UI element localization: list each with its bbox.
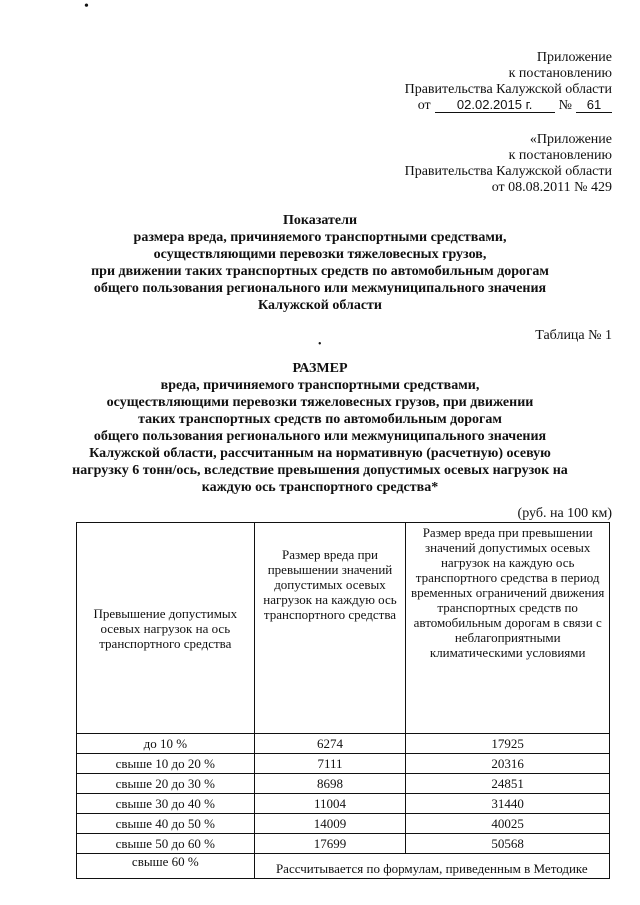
appendix-block-original — [405, 132, 612, 196]
heading-line: осуществляющими перевозки тяжеловесных грузов, — [153, 247, 487, 262]
heading-line: вреда, причиняемого транспортными средствами, — [160, 378, 480, 393]
heading-line: Калужской области — [258, 298, 382, 313]
row-label: свыше 60 % — [77, 854, 255, 879]
units-label: (руб. на 100 км) — [517, 506, 612, 521]
row-label: свыше 20 до 30 % — [77, 774, 255, 794]
heading-line: Калужской области, рассчитанным на нормативную (расчетную) осевую — [89, 446, 551, 461]
appendix-line: от 08.08.2011 № 429 — [491, 180, 612, 195]
table-row — [77, 734, 610, 754]
appendix-line: к постановлению — [508, 66, 612, 81]
heading-line: Показатели — [282, 213, 358, 228]
row-value-seasonal: 40025 — [406, 814, 610, 834]
row-value-seasonal: 17925 — [406, 734, 610, 754]
appendix-line: к постановлению — [508, 148, 612, 163]
table-row-last — [77, 854, 610, 879]
header-cell-overload: Превышение допустимых осевых нагрузок на ось транспортного средства — [77, 523, 255, 734]
table-row — [77, 754, 610, 774]
date-prefix: от — [417, 98, 431, 113]
heading-line: каждую ось транспортного средства* — [201, 480, 439, 495]
table-number: Таблица № 1 — [535, 328, 612, 343]
appendix-block-current — [405, 50, 612, 114]
number-prefix: № — [558, 98, 572, 113]
row-value-seasonal: 24851 — [406, 774, 610, 794]
row-label: свыше 50 до 60 % — [77, 834, 255, 854]
row-value: 8698 — [254, 774, 406, 794]
row-label: свыше 40 до 50 % — [77, 814, 255, 834]
resolution-date: 02.02.2015 г. — [435, 98, 555, 113]
heading-line: таких транспортных средств по автомобильным дорогам — [138, 412, 502, 427]
scan-speck: • — [318, 339, 322, 350]
appendix-line: Приложение — [536, 50, 612, 65]
heading-line: осуществляющими перевозки тяжеловесных грузов, при движении — [106, 395, 534, 410]
row-value-seasonal: 20316 — [406, 754, 610, 774]
row-label: до 10 % — [77, 734, 255, 754]
header-cell-damage: Размер вреда при превышении значений допустимых осевых нагрузок на каждую ось транспортного средства — [254, 523, 406, 734]
row-label: свыше 30 до 40 % — [77, 794, 255, 814]
row-value: 17699 — [254, 834, 406, 854]
formula-note: Рассчитывается по формулам, приведенным в Методике — [254, 854, 609, 879]
row-value: 7111 — [254, 754, 406, 774]
appendix-line: «Приложение — [529, 132, 612, 147]
row-label: свыше 10 до 20 % — [77, 754, 255, 774]
resolution-date-line — [418, 98, 612, 114]
heading-line: при движении таких транспортных средств по автомобильным дорогам — [91, 264, 549, 279]
table-row — [77, 814, 610, 834]
heading-line: нагрузку 6 тонн/ось, вследствие превышения допустимых осевых нагрузок на — [72, 463, 568, 478]
damage-table — [76, 522, 610, 879]
table-row — [77, 774, 610, 794]
row-value-seasonal: 31440 — [406, 794, 610, 814]
appendix-line: Правительства Калужской области — [404, 164, 612, 179]
heading-line: общего пользования регионального или межмуниципального значения — [93, 281, 547, 296]
table-header-row — [77, 523, 610, 734]
header-cell-damage-seasonal: Размер вреда при превышении значений допустимых осевых нагрузок на каждую ось транспортного средства в период временных ограничений движения транспортных средств по автомобильным дорогам в связи с неблагоприятными климатическими условиями — [406, 523, 610, 734]
damage-size-heading — [0, 360, 640, 496]
row-value: 6274 — [254, 734, 406, 754]
indicators-heading — [0, 212, 640, 314]
row-value-seasonal: 50568 — [406, 834, 610, 854]
table-row — [77, 794, 610, 814]
resolution-number: 61 — [576, 98, 612, 113]
heading-line: размера вреда, причиняемого транспортными средствами, — [133, 230, 507, 245]
heading-line: РАЗМЕР — [292, 361, 348, 376]
scan-speck: • — [84, 0, 89, 14]
table-row — [77, 834, 610, 854]
row-value: 14009 — [254, 814, 406, 834]
appendix-line: Правительства Калужской области — [404, 82, 612, 97]
heading-line: общего пользования регионального или межмуниципального значения — [93, 429, 547, 444]
row-value: 11004 — [254, 794, 406, 814]
